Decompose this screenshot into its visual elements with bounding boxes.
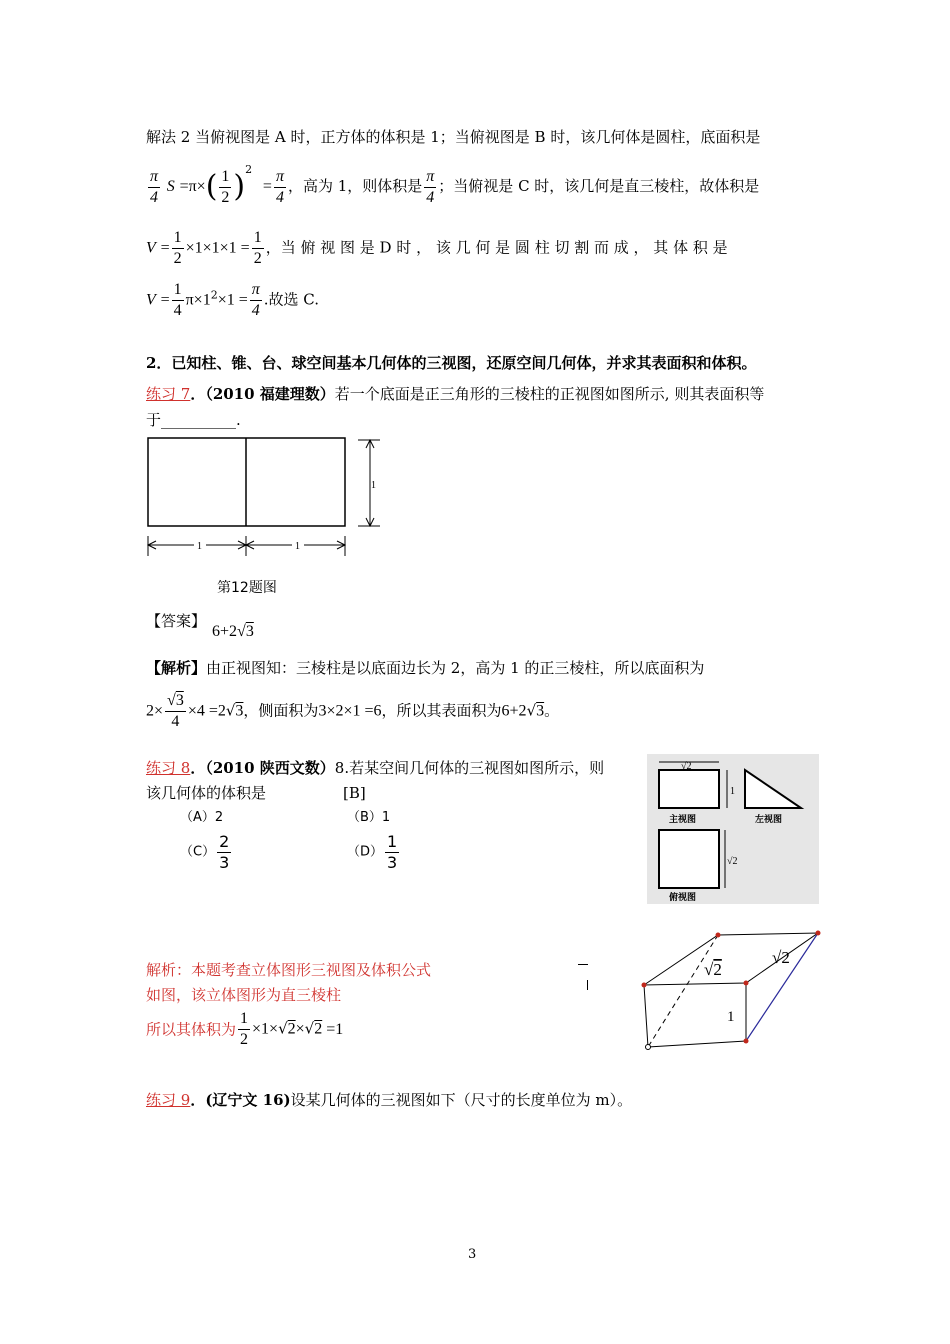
exercise8-question-line2: 该几何体的体积是 bbox=[146, 784, 267, 802]
solution2-line2: $\frac{\pi}{4}$ S =π×( $\frac{1}{2}$ )$^2$ = $\frac{\pi}{4}$ ，高为 1，则体积是 $\frac{\pi}{4}$ ；当俯视是 C 时，该几何是直三棱柱，故体积是 bbox=[150, 163, 760, 206]
solution2-line4: V = $\frac{1}{4}$ $\pi\times 1^2\times 1$ = $\frac{\pi}{4}$ .故选 C. bbox=[146, 281, 320, 319]
option-a[interactable]: （A）2 bbox=[180, 810, 224, 825]
exercise7-answer-label: 【答案】 bbox=[146, 612, 207, 630]
top-view-label: 俯视图 bbox=[669, 892, 697, 902]
prism-label-rad2: √2 bbox=[772, 948, 790, 967]
dim-height-label: 1 bbox=[371, 480, 376, 491]
exercise7-front-view-figure bbox=[140, 432, 390, 572]
exercise8-solution-line3: 所以其体积为 $\frac{1}{2}$ ×1×√2×√2 =1 bbox=[146, 1010, 344, 1048]
exercise9-label[interactable]: 练习 9 bbox=[146, 1091, 191, 1109]
prism-label-one: 1 bbox=[727, 1009, 735, 1025]
exercise8-label[interactable]: 练习 8 bbox=[146, 759, 191, 777]
top-dim-label: √2 bbox=[727, 856, 738, 867]
prism-label-rad1: √2 bbox=[704, 960, 722, 979]
left-view-label: 左视图 bbox=[755, 814, 783, 824]
stray-mark bbox=[578, 964, 588, 965]
option-d[interactable]: （D） $\frac{1}{3}$ bbox=[347, 832, 398, 872]
exercise7-analysis: 【解析】由正视图知：三棱柱是以底面边长为 2，高为 1 的正三棱柱，所以底面积为 bbox=[146, 659, 705, 677]
front-dim-label: √2 bbox=[681, 761, 692, 772]
exercise7-label[interactable]: 练习 7 bbox=[146, 385, 191, 403]
option-b[interactable]: （B）1 bbox=[347, 810, 391, 825]
exercise8-question: 练习 8．（2010 陕西文数）8.若某空间几何体的三视图如图所示，则 bbox=[146, 759, 605, 777]
exercise7-question-line2: 于__________. bbox=[146, 411, 241, 429]
exercise7-figure-caption: 第12题图 bbox=[217, 580, 277, 596]
fraction-pi-over-4: $\frac{\pi}{4}$ bbox=[150, 167, 159, 206]
exercise8-solution-line2: 如图，该立体图形为直三棱柱 bbox=[146, 986, 342, 1004]
section2-heading: 2．已知柱、锥、台、球空间基本几何体的三视图，还原空间几何体，并求其表面积和体积。 bbox=[146, 354, 757, 372]
exercise8-prism-figure bbox=[630, 925, 830, 1055]
solution2-line3: V = $\frac{1}{2}$ ×1×1×1 = $\frac{1}{2}$ ，当 俯 视 图 是 D 时 ， 该 几 何 是 圆 柱 切 割 而 成 ， 其 体 积 是 bbox=[146, 229, 728, 267]
exercise7-answer: 6+2√3 bbox=[212, 623, 254, 640]
solution2-line1: 解法 2 当俯视图是 A 时，正方体的体积是 1；当俯视图是 B 时，该几何体是圆柱，底面积是 bbox=[146, 128, 761, 146]
front-height-label: 1 bbox=[730, 786, 735, 797]
option-c[interactable]: （C） $\frac{2}{3}$ bbox=[180, 832, 230, 872]
exercise7-analysis-line2: 2× $\frac{√3}{4}$ ×4 =2√3，侧面积为3×2×1 =6，所以其表面积为6+2√3。 bbox=[146, 692, 560, 730]
page-number: 3 bbox=[468, 1247, 477, 1262]
exercise7-question: 练习 7．（2010 福建理数）若一个底面是正三角形的三棱柱的正视图如图所示, 则其表面积等 bbox=[146, 385, 765, 403]
exercise8-solution-line1: 解析：本题考查立体图形三视图及体积公式 bbox=[146, 961, 432, 979]
exercise8-answer: [B] bbox=[343, 784, 366, 802]
exercise9-question: 练习 9．(辽宁文 16)设某几何体的三视图如下（尺寸的长度单位为 m）。 bbox=[146, 1091, 633, 1109]
dim-width2-label: 1 bbox=[295, 541, 300, 552]
dim-width1-label: 1 bbox=[197, 541, 202, 552]
stray-mark-2 bbox=[587, 980, 588, 990]
exercise8-three-view-figure bbox=[647, 754, 819, 904]
front-view-label: 主视图 bbox=[669, 814, 697, 824]
